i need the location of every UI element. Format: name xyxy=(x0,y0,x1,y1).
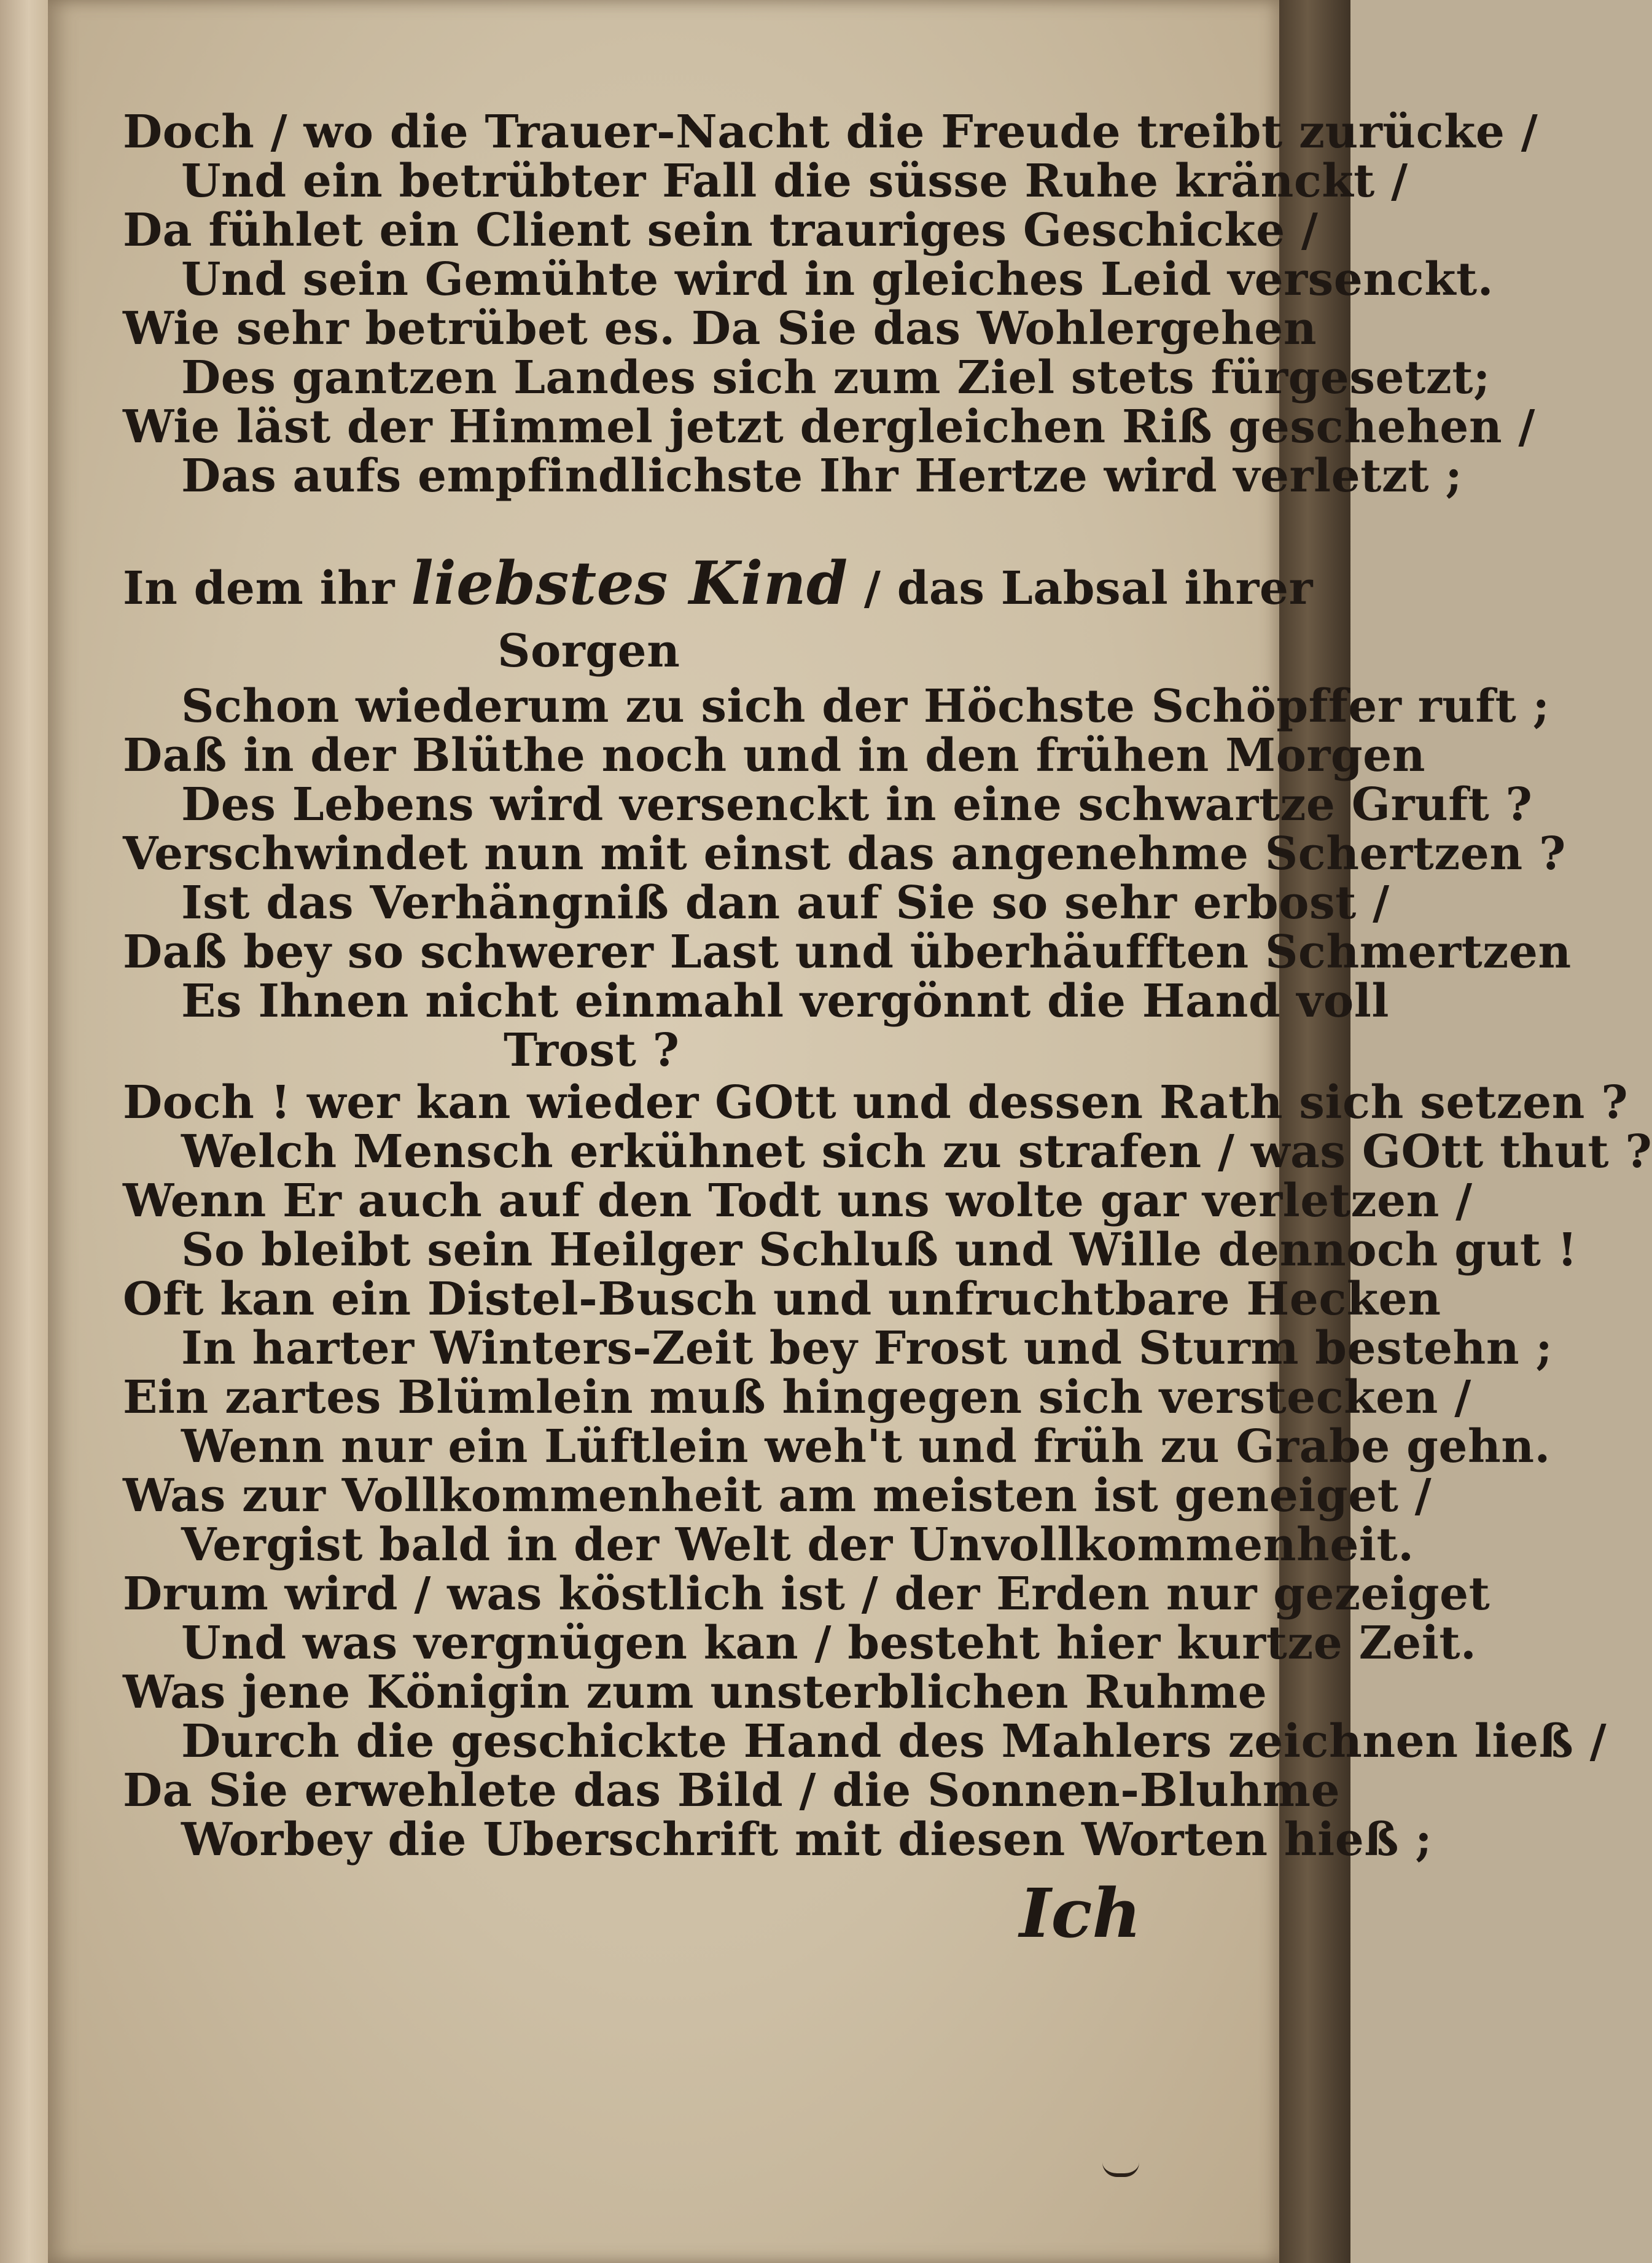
poem-line: Wenn Er auch auf den Todt uns wolte gar verletzen / xyxy=(123,1174,1473,1227)
poem-line-runover: Sorgen xyxy=(497,625,680,678)
catchword: Ich xyxy=(1019,1874,1142,1953)
poem-line: Ist das Verhängniß dan auf Sie so sehr erbost / xyxy=(181,877,1390,929)
poem-line: Wie sehr betrübet es. Da Sie das Wohlergehen xyxy=(123,302,1317,355)
poem-line: Da Sie erwehlete das Bild / die Sonnen-Bluhme xyxy=(123,1764,1341,1817)
emphasized-phrase: liebstes Kind xyxy=(411,549,848,618)
poem-line: Oft kan ein Distel-Busch und unfruchtbare Hecken xyxy=(123,1273,1441,1326)
poem-line: Und was vergnügen kan / besteht hier kurtze Zeit. xyxy=(181,1617,1477,1670)
poem-line: Drum wird / was köstlich ist / der Erden nur gezeiget xyxy=(123,1568,1490,1620)
poem-line: Was jene Königin zum unsterblichen Ruhme xyxy=(123,1666,1268,1719)
poem-line: So bleibt sein Heilger Schluß und Wille dennoch gut ! xyxy=(181,1224,1578,1276)
poem-line: Ein zartes Blümlein muß hingegen sich verstecken / xyxy=(123,1371,1471,1424)
poem-line-end: / das Labsal ihrer xyxy=(847,562,1313,615)
poem-line: Doch / wo die Trauer-Nacht die Freude treibt zurücke / xyxy=(123,106,1538,158)
poem-line: Durch die geschickte Hand des Mahlers zeichnen ließ / xyxy=(181,1715,1607,1768)
poem-line: Das aufs empfindlichste Ihr Hertze wird verletzt ; xyxy=(181,450,1463,502)
poem-line: Und ein betrübter Fall die süsse Ruhe kränckt / xyxy=(181,155,1408,208)
poem-line: Welch Mensch erkühnet sich zu strafen / was GOtt thut ? xyxy=(181,1125,1652,1178)
poem-line-emphasis xyxy=(123,549,1313,618)
poem-line: Daß in der Blüthe noch und in den frühen Morgen xyxy=(123,729,1426,782)
poem-line: Des gantzen Landes sich zum Ziel stets fürgesetzt; xyxy=(181,351,1490,404)
poem-line: Worbey die Uberschrift mit diesen Worten hieß ; xyxy=(181,1813,1433,1866)
poem-line: Des Lebens wird versenckt in eine schwartze Gruft ? xyxy=(181,778,1533,831)
facing-page-edge xyxy=(0,0,48,2263)
poem-line: Doch ! wer kan wieder GOtt und dessen Rath sich setzen ? xyxy=(123,1076,1629,1129)
poem-line: Wie läst der Himmel jetzt dergleichen Riß geschehen / xyxy=(123,401,1535,453)
poem-line: Wenn nur ein Lüftlein weh't und früh zu Grabe gehn. xyxy=(181,1420,1551,1473)
poem-line: In harter Winters-Zeit bey Frost und Sturm bestehn ; xyxy=(181,1322,1553,1375)
poem-line: Verschwindet nun mit einst das angenehme Schertzen ? xyxy=(123,827,1566,880)
poem-line: Da fühlet ein Client sein trauriges Geschicke / xyxy=(123,204,1319,257)
poem-line: Was zur Vollkommenheit am meisten ist geneiget / xyxy=(123,1469,1432,1522)
poem-line: Es Ihnen nicht einmahl vergönnt die Hand voll xyxy=(181,975,1389,1028)
poem-line-start: In dem ihr xyxy=(123,562,411,615)
poem-line: Und sein Gemühte wird in gleiches Leid versenckt. xyxy=(181,253,1494,306)
poem-line: Vergist bald in der Welt der Unvollkommenheit. xyxy=(181,1518,1414,1571)
poem-line-runover: Trost ? xyxy=(504,1024,680,1077)
poem-line: Schon wiederum zu sich der Höchste Schöpffer ruft ; xyxy=(181,680,1550,733)
poem-line: Daß bey so schwerer Last und überhäufften Schmertzen xyxy=(123,926,1572,979)
